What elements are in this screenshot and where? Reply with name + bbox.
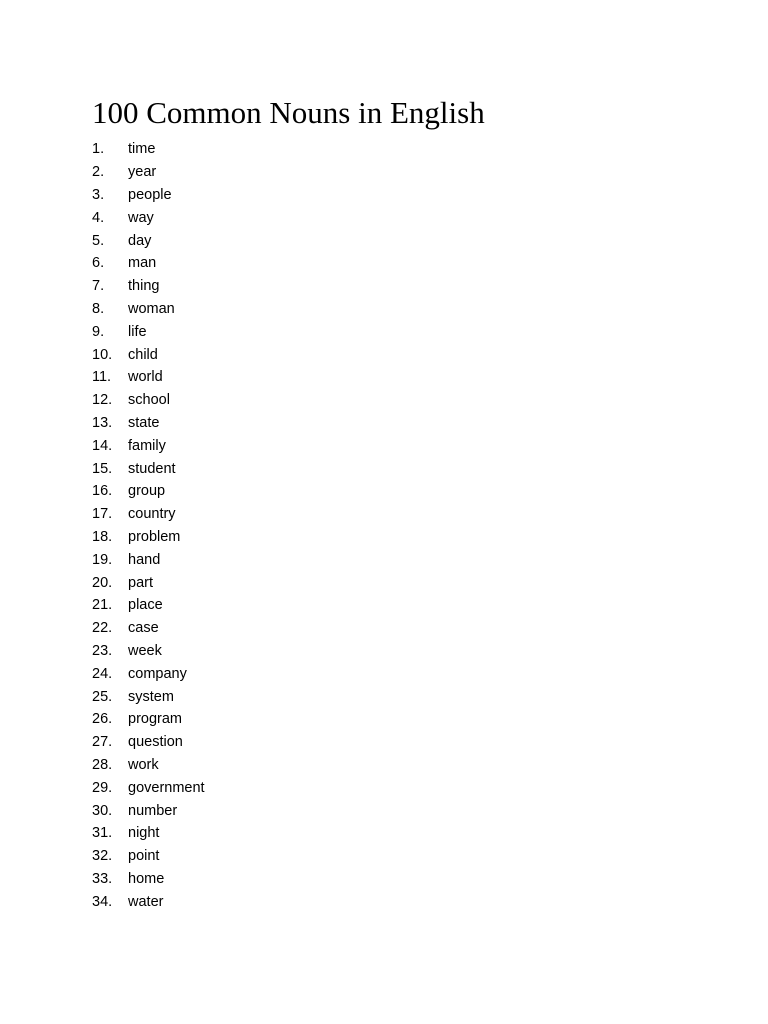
- list-item-word: company: [128, 665, 187, 682]
- list-item: [92, 548, 205, 571]
- list-item: [92, 754, 205, 777]
- list-item-number: 24.: [92, 665, 113, 682]
- list-item-word: child: [128, 346, 158, 363]
- list-item-number: 16.: [92, 483, 113, 500]
- list-item: [92, 526, 205, 549]
- list-item: [92, 731, 205, 754]
- list-item: [92, 412, 205, 435]
- list-item-word: group: [128, 483, 166, 500]
- list-item: [92, 275, 205, 298]
- list-item-word: world: [128, 369, 163, 386]
- list-item-word: country: [128, 506, 176, 523]
- list-item-word: week: [128, 642, 162, 659]
- list-item-number: 25.: [92, 688, 113, 705]
- list-item-number: 34.: [92, 893, 113, 910]
- list-item-word: government: [128, 779, 205, 796]
- list-item-number: 21.: [92, 597, 113, 614]
- list-item: [92, 184, 205, 207]
- list-item: [92, 594, 205, 617]
- list-item: [92, 434, 205, 457]
- list-item: [92, 868, 205, 891]
- list-item-number: 29.: [92, 779, 113, 796]
- list-item-number: 2.: [92, 164, 105, 181]
- list-item-word: problem: [128, 528, 181, 545]
- list-item-number: 20.: [92, 574, 113, 591]
- list-item: [92, 890, 205, 913]
- list-item: [92, 138, 205, 161]
- list-item-number: 5.: [92, 232, 105, 249]
- list-item: [92, 298, 205, 321]
- list-item: [92, 799, 205, 822]
- list-item-word: man: [128, 255, 157, 272]
- list-item: [92, 161, 205, 184]
- list-item-word: system: [128, 688, 174, 705]
- list-item-number: 26.: [92, 711, 113, 728]
- list-item-word: time: [128, 141, 156, 158]
- list-item-word: work: [128, 756, 159, 773]
- list-item-number: 19.: [92, 551, 113, 568]
- list-item: [92, 252, 205, 275]
- list-item-word: family: [128, 437, 166, 454]
- list-item-number: 23.: [92, 642, 113, 659]
- list-item-word: water: [128, 893, 164, 910]
- list-item-word: hand: [128, 551, 161, 568]
- list-item-word: state: [128, 414, 160, 431]
- list-item: [92, 845, 205, 868]
- list-item-word: life: [128, 323, 147, 340]
- list-item: [92, 343, 205, 366]
- list-item-word: way: [128, 209, 154, 226]
- list-item-word: home: [128, 870, 165, 887]
- list-item: [92, 366, 205, 389]
- list-item-number: 15.: [92, 460, 113, 477]
- list-item: [92, 685, 205, 708]
- list-item-word: student: [128, 460, 176, 477]
- list-item: [92, 389, 205, 412]
- list-item-word: program: [128, 711, 182, 728]
- noun-list: [92, 138, 205, 913]
- list-item-word: part: [128, 574, 153, 591]
- list-item-word: woman: [128, 300, 175, 317]
- list-item: [92, 320, 205, 343]
- list-item-word: day: [128, 232, 152, 249]
- list-item-number: 1.: [92, 141, 105, 158]
- list-item-number: 7.: [92, 278, 105, 295]
- list-item: [92, 503, 205, 526]
- list-item-number: 9.: [92, 323, 105, 340]
- list-item-word: year: [128, 164, 157, 181]
- list-item: [92, 229, 205, 252]
- document-title: 100 Common Nouns in English: [92, 95, 485, 130]
- list-item-number: 3.: [92, 186, 105, 203]
- list-item-word: point: [128, 848, 160, 865]
- list-item-word: school: [128, 392, 170, 409]
- list-item-word: thing: [128, 278, 160, 295]
- list-item: [92, 571, 205, 594]
- list-item-number: 28.: [92, 756, 113, 773]
- list-item-word: people: [128, 186, 172, 203]
- list-item-word: case: [128, 620, 159, 637]
- list-item-number: 22.: [92, 620, 113, 637]
- list-item: [92, 822, 205, 845]
- list-item: [92, 206, 205, 229]
- list-item: [92, 776, 205, 799]
- list-item-number: 14.: [92, 437, 113, 454]
- list-item-number: 6.: [92, 255, 105, 272]
- list-item: [92, 708, 205, 731]
- list-item-word: number: [128, 802, 178, 819]
- list-item-number: 11.: [92, 369, 112, 386]
- list-item: [92, 640, 205, 663]
- list-item-number: 17.: [92, 506, 113, 523]
- list-item-number: 32.: [92, 848, 113, 865]
- list-item: [92, 617, 205, 640]
- list-item-number: 18.: [92, 528, 113, 545]
- list-item: [92, 457, 205, 480]
- list-item-word: place: [128, 597, 163, 614]
- list-item-word: question: [128, 734, 183, 751]
- list-item-word: night: [128, 825, 160, 842]
- list-item-number: 8.: [92, 300, 105, 317]
- list-item: [92, 662, 205, 685]
- list-item-number: 12.: [92, 392, 113, 409]
- list-item-number: 33.: [92, 870, 113, 887]
- list-item-number: 13.: [92, 414, 113, 431]
- list-item-number: 4.: [92, 209, 105, 226]
- list-item-number: 30.: [92, 802, 113, 819]
- list-item-number: 27.: [92, 734, 113, 751]
- list-item-number: 31.: [92, 825, 113, 842]
- list-item: [92, 480, 205, 503]
- list-item-number: 10.: [92, 346, 113, 363]
